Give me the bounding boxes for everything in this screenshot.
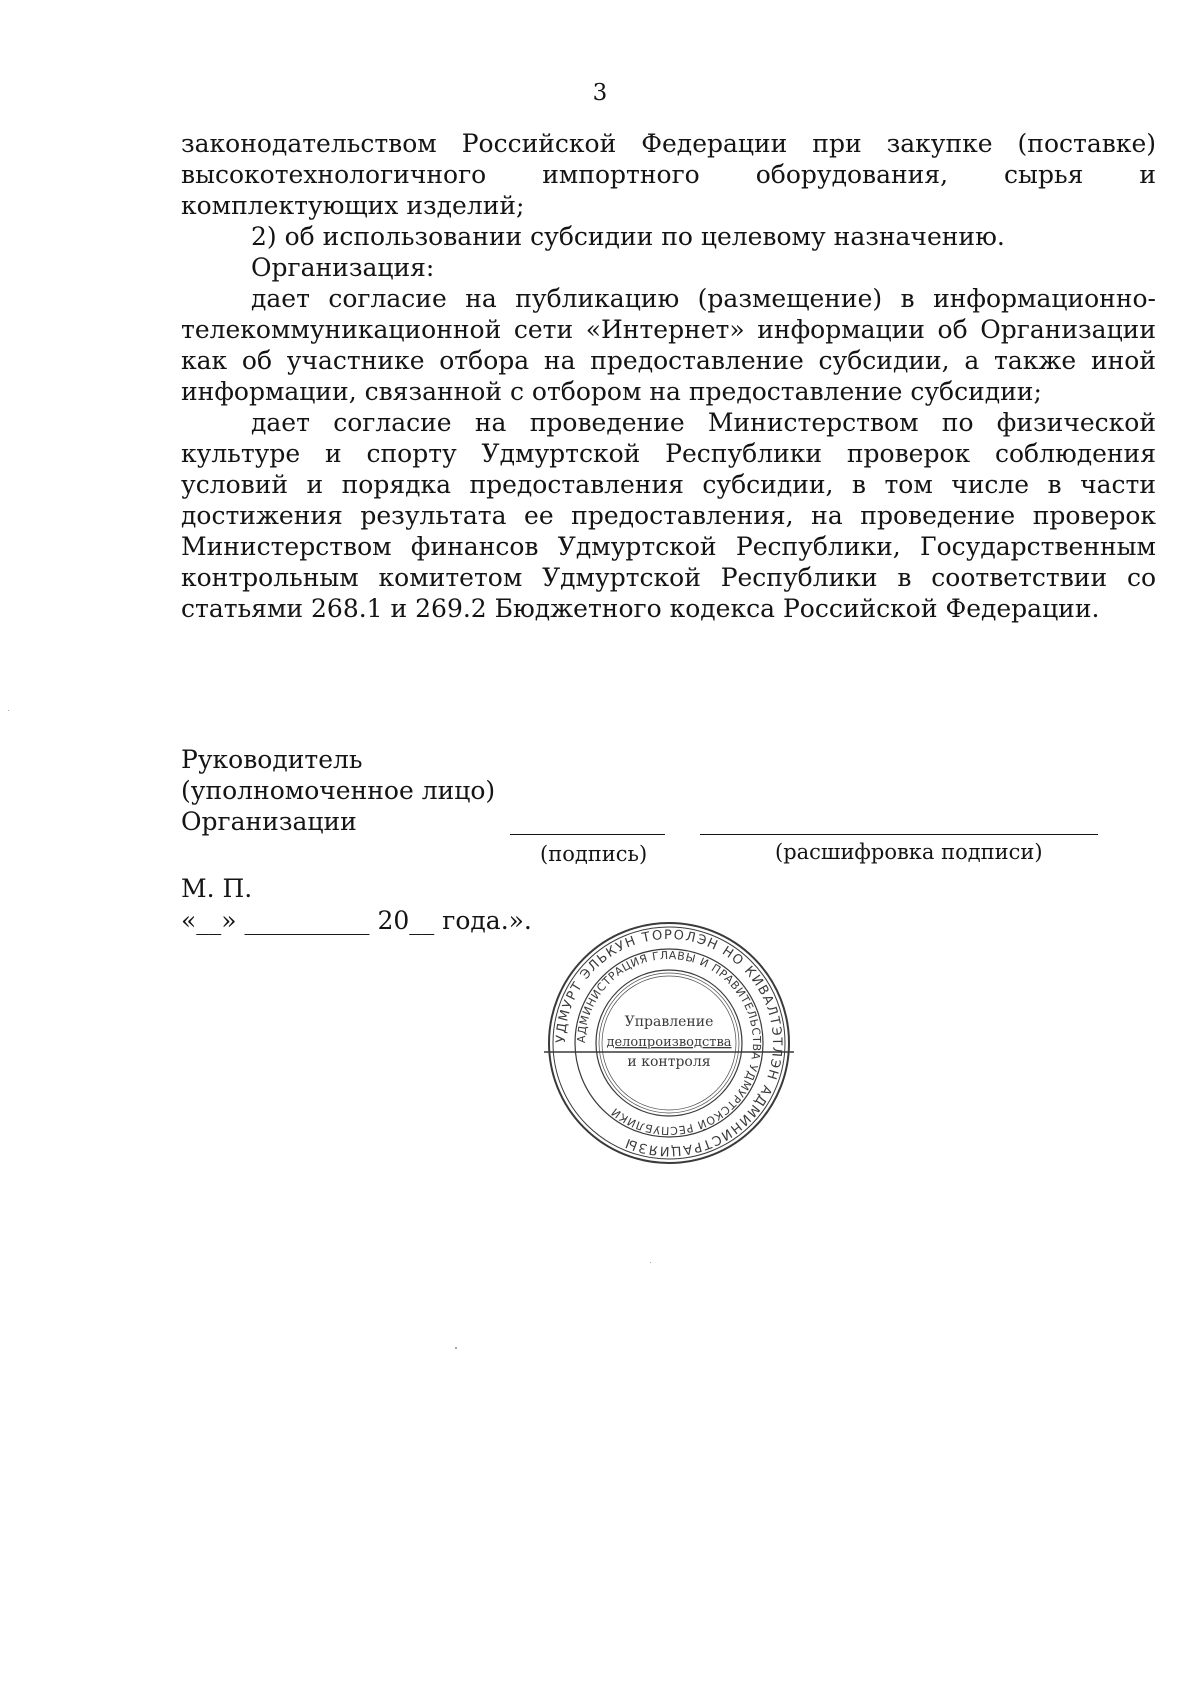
signature-caption: (подпись) bbox=[540, 842, 648, 866]
document-body bbox=[181, 128, 1156, 624]
signature-decode-line bbox=[700, 834, 1098, 835]
stamp-center-line1: Управление bbox=[624, 1014, 714, 1030]
paragraph-inspection-consent: дает согласие на проведение Министерством по физической культуре и спорту Удмуртской Республики проверок соблюдения условий и порядка предоставления субсидии, в том числе в части достижения результата ее предоставления, на проведение проверок Министерством финансов Удмуртской Республики, Государственным контрольным комитетом Удмуртской Республики в соответствии со статьями 268.1 и 269.2 Бюджетного кодекса Российской Федерации. bbox=[181, 408, 1156, 623]
signature-line bbox=[510, 834, 665, 835]
stamp-center-line2: делопроизводства bbox=[606, 1035, 732, 1050]
stamp-inner-text: АДМИНИСТРАЦИЯ ГЛАВЫ И ПРАВИТЕЛЬСТВА УДМУРТСКОЙ РЕСПУБЛИКИ bbox=[574, 948, 764, 1138]
scan-speck bbox=[650, 1262, 651, 1263]
signatory-role-line3: Организации bbox=[181, 807, 357, 836]
signatory-role-line2: (уполномоченное лицо) bbox=[181, 776, 496, 805]
scan-speck bbox=[455, 1347, 457, 1349]
signatory-role-line1: Руководитель bbox=[181, 745, 363, 774]
paragraph-organization-heading: Организация: bbox=[251, 253, 435, 282]
paragraph-legislation: законодательством Российской Федерации при закупке (поставке) высокотехнологичного импортного оборудования, сырья и комплектующих изделий; bbox=[181, 129, 1156, 220]
date-line: «__» __________ 20__ года.». bbox=[181, 906, 532, 935]
seal-place: М. П. bbox=[181, 874, 253, 903]
paragraph-publication-consent: дает согласие на публикацию (размещение) в информационно-телекоммуникационной сети «Интернет» информации об Организации как об участнике отбора на предоставление субсидии, а также иной информации, связанной с отбором на предоставление субсидии; bbox=[181, 284, 1156, 406]
official-stamp bbox=[544, 918, 794, 1168]
paragraph-subsidy-usage: 2) об использовании субсидии по целевому назначению. bbox=[251, 222, 1005, 251]
stamp-center-line3: и контроля bbox=[627, 1054, 711, 1070]
stamp-outer-text: УДМУРТ ЭЛЬКУН ТОРОЛЭН НО КИВАЛТЭТЛЭН АДМИНИСТРАЦИЯЗЫ bbox=[553, 927, 785, 1159]
signature-decode-caption: (расшифровка подписи) bbox=[775, 840, 1043, 864]
signatory-role bbox=[181, 744, 495, 837]
scan-speck bbox=[8, 710, 9, 711]
page-number: 3 bbox=[592, 80, 608, 106]
